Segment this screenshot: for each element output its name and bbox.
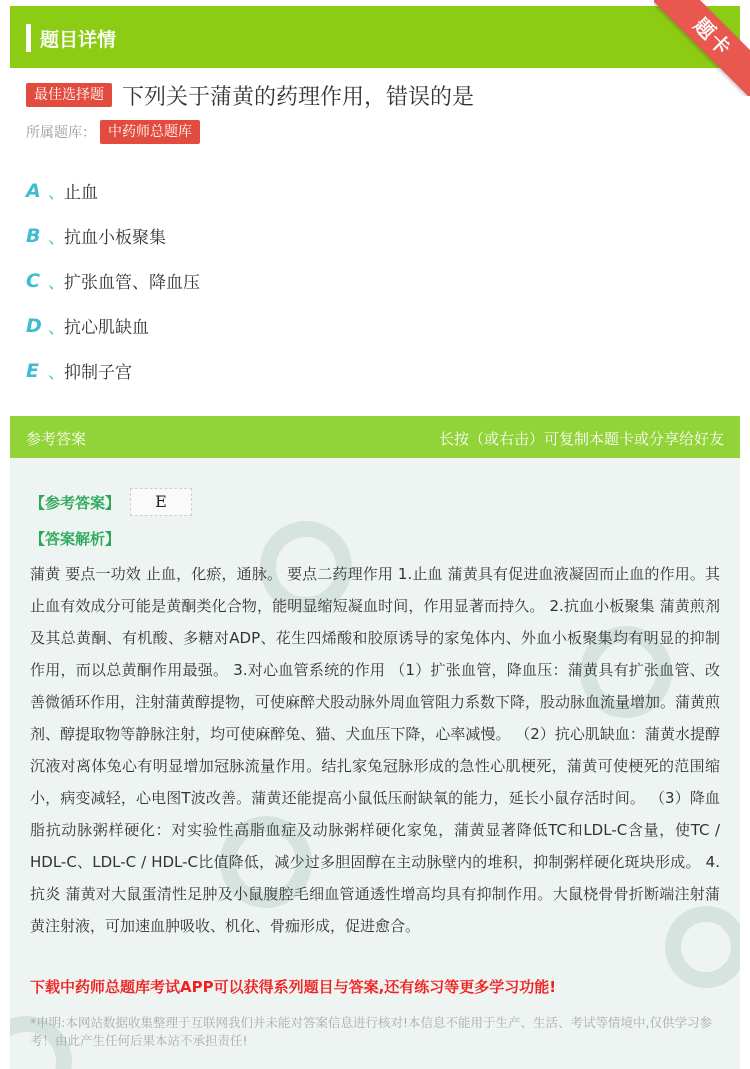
- option-separator: 、: [48, 228, 65, 248]
- question-text: 下列关于蒲黄的药理作用，错误的是: [122, 84, 475, 110]
- option-letter: B: [26, 224, 41, 247]
- option-separator: 、: [48, 363, 65, 383]
- corner-ribbon[interactable]: [654, 0, 750, 96]
- question-type-tag: 最佳选择题: [26, 83, 112, 107]
- answer-value-image: E: [130, 488, 192, 516]
- option-text: 抗血小板聚集: [64, 228, 166, 248]
- answer-section-title: 参考答案: [26, 430, 87, 448]
- answer-label: 【参考答案】: [30, 493, 121, 512]
- option-separator: 、: [48, 318, 65, 338]
- option-letter: C: [26, 269, 40, 292]
- analysis-label: 【答案解析】: [30, 530, 121, 548]
- option-text: 扩张血管、降血压: [64, 273, 200, 293]
- option-d[interactable]: [26, 303, 200, 348]
- question-row: [26, 80, 474, 110]
- page-title: 题目详情: [40, 29, 117, 51]
- bank-name-tag[interactable]: 中药师总题库: [100, 120, 200, 144]
- options-list: [26, 168, 200, 393]
- option-a[interactable]: [26, 168, 200, 213]
- option-b[interactable]: [26, 213, 200, 258]
- option-letter: A: [26, 179, 41, 202]
- option-e[interactable]: [26, 348, 200, 393]
- ribbon-label: 题卡: [654, 0, 750, 96]
- page-header: [10, 6, 740, 68]
- bank-label: 所属题库：: [26, 125, 96, 141]
- option-letter: D: [26, 314, 42, 337]
- analysis-text: 蒲黄 要点一功效 止血，化瘀，通脉。 要点二药理作用 1.止血 蒲黄具有促进血液凝固而止血的作用。其止血有效成分可能是黄酮类化合物，能明显缩短凝血时间，作用显著而持久。 2.抗血小板聚集 蒲黄煎剂及其总黄酮、有机酸、多糖对ADP、花生四烯酸和胶原诱导的家兔体内、外血小板聚集均有明显的抑制作用，而以总黄酮作用最强。 3.对心血管系统的作用 （1）扩张血管，降血压：蒲黄具有扩张血管、改善微循环作用，注射蒲黄醇提物，可使麻醉犬股动脉外周血管阻力系数下降，股动脉血流量增加。蒲黄煎剂、醇提取物等静脉注射，均可使麻醉兔、猫、犬血压下降，心率减慢。 （2）抗心肌缺血：蒲黄水提醇沉液对离体兔心有明显增加冠脉流量作用。结扎家兔冠脉形成的急性心肌梗死，蒲黄可使梗死的范围缩小，病变减轻，心电图T波改善。蒲黄还能提高小鼠低压耐缺氧的能力，延长小鼠存活时间。 （3）降血脂抗动脉粥样硬化：对实验性高脂血症及动脉粥样硬化家兔，蒲黄显著降低TC和LDL-C含量，使TC / HDL-C、LDL-C / HDL-C比值降低，减少过多胆固醇在主动脉壁内的堆积，抑制粥样硬化斑块形成。 4.抗炎 蒲黄对大鼠蛋清性足肿及小鼠腹腔毛细血管通透性增高均具有抑制作用。大鼠桡骨骨折断端注射蒲黄注射液，可加速血肿吸收、机化、骨痂形成，促进愈合。: [30, 565, 721, 935]
- option-separator: 、: [48, 183, 65, 203]
- download-promo[interactable]: 下载中药师总题库考试APP可以获得系列题目与答案,还有练习等更多学习功能!: [30, 978, 557, 996]
- option-text: 止血: [64, 183, 98, 203]
- option-text: 抑制子宫: [64, 363, 132, 383]
- answer-card: [10, 416, 740, 1069]
- option-c[interactable]: [26, 258, 200, 303]
- answer-header: [10, 416, 740, 458]
- disclaimer: *申明:本网站数据收集整理于互联网我们并未能对答案信息进行核对!本信息不能用于生产、生活、考试等情境中,仅供学习参考！由此产生任何后果本站不承担责任!: [30, 1015, 712, 1048]
- header-accent-bar: [26, 24, 31, 52]
- answer-line: [30, 488, 192, 516]
- share-hint: 长按（或右击）可复制本题卡或分享给好友: [438, 430, 724, 448]
- bank-row: [26, 120, 200, 144]
- option-letter: E: [26, 359, 39, 382]
- option-text: 抗心肌缺血: [64, 318, 149, 338]
- option-separator: 、: [48, 273, 65, 293]
